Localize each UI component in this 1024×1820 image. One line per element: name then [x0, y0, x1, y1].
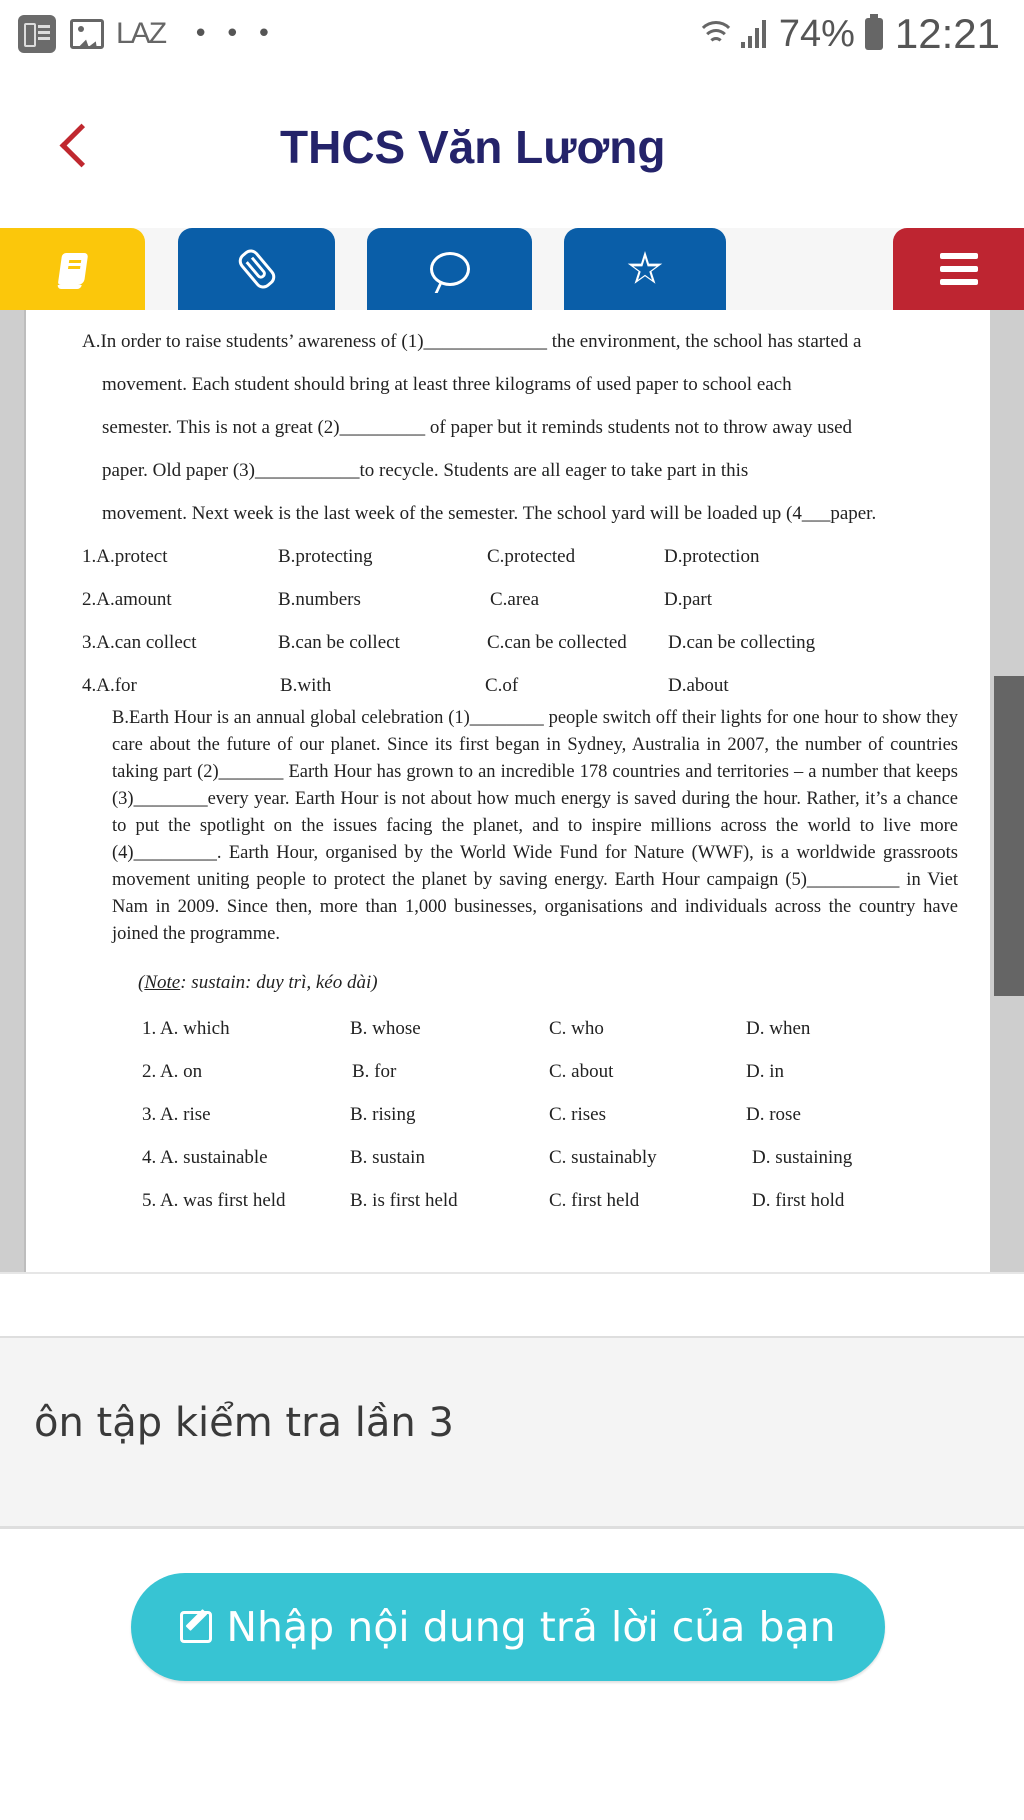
scrollbar-thumb[interactable]: [994, 676, 1024, 996]
enter-answer-label: Nhập nội dung trả lời của bạn: [226, 1603, 836, 1651]
tab-notes[interactable]: [0, 228, 145, 310]
option-a: 1. A. which: [142, 1018, 230, 1039]
passage-a-line: A.In order to raise students’ awareness of (1)_____________ the environment, the school has started a: [82, 331, 862, 352]
question-options-row: [82, 578, 962, 621]
option-d: D. first hold: [752, 1190, 845, 1211]
passage-a-options: [82, 535, 962, 707]
option-c: C.area: [490, 589, 540, 610]
document-scrollbar[interactable]: [992, 310, 1024, 1272]
edit-icon: [180, 1611, 212, 1643]
option-a: 3. A. rise: [142, 1104, 211, 1125]
option-b: B.numbers: [278, 589, 361, 610]
passage-b-options: [142, 1007, 942, 1222]
status-bar: [0, 0, 1024, 68]
speech-bubble-icon: [430, 252, 470, 286]
option-d: D.part: [664, 589, 713, 610]
hamburger-menu-icon: [940, 253, 978, 285]
option-d: D.protection: [664, 546, 760, 567]
option-a: 1.A.protect: [82, 546, 168, 567]
tab-attachments[interactable]: [178, 228, 335, 310]
note-open: (: [138, 972, 145, 993]
option-c: C. about: [549, 1061, 614, 1082]
app-header: [0, 68, 1024, 228]
passage-a-line: paper. Old paper (3)___________to recycle. Students are all eager to take part in this: [102, 460, 749, 481]
option-b: B. sustain: [350, 1147, 425, 1168]
option-c: C. sustainably: [549, 1147, 657, 1168]
option-d: D. in: [746, 1061, 784, 1082]
option-b: B.can be collect: [278, 632, 400, 653]
question-options-row: [142, 1050, 942, 1093]
option-b: B. rising: [350, 1104, 416, 1125]
option-a: 5. A. was first held: [142, 1190, 286, 1211]
option-d: D.can be collecting: [668, 632, 816, 653]
option-c: C.can be collected: [487, 632, 627, 653]
tab-bar: [0, 228, 1024, 310]
notebook-icon: [57, 253, 87, 285]
option-a: 4.A.for: [82, 675, 137, 696]
option-c: C. first held: [549, 1190, 640, 1211]
clock: 12:21: [894, 10, 1000, 57]
option-c: C. who: [549, 1018, 604, 1039]
paperclip-icon: [235, 246, 279, 292]
question-options-row: [142, 1093, 942, 1136]
divider: [0, 1272, 1024, 1338]
option-d: D. rose: [746, 1104, 801, 1125]
status-bar-notifications: [18, 14, 276, 54]
option-b: B.protecting: [278, 546, 373, 567]
enter-answer-button[interactable]: [131, 1573, 885, 1681]
question-options-row: [82, 664, 962, 707]
option-c: C. rises: [549, 1104, 606, 1125]
option-d: D.about: [668, 675, 729, 696]
passage-a-line: movement. Next week is the last week of the semester. The school yard will be loaded up (4___paper.: [102, 503, 877, 524]
status-bar-system: [697, 10, 1000, 58]
tab-favorite[interactable]: [564, 228, 726, 310]
document-viewer[interactable]: [0, 310, 1024, 1272]
page-title: THCS Văn Lương: [280, 121, 666, 173]
question-options-row: [82, 621, 962, 664]
question-options-row: [142, 1179, 942, 1222]
document-page: [24, 310, 990, 1272]
laz-notification-label: LAZ: [116, 17, 166, 50]
option-c: C.protected: [487, 546, 576, 567]
option-b: B. whose: [350, 1018, 421, 1039]
bao-moi-app-icon: [18, 15, 56, 53]
option-b: B. is first held: [350, 1190, 458, 1211]
option-b: B. for: [352, 1061, 397, 1082]
option-a: 3.A.can collect: [82, 632, 197, 653]
option-a: 4. A. sustainable: [142, 1147, 268, 1168]
tab-comments[interactable]: [367, 228, 532, 310]
cell-signal-icon: [741, 20, 769, 48]
note-text: : sustain: duy trì, kéo dài): [180, 972, 378, 993]
post-title-section: [0, 1336, 1024, 1529]
option-b: B.with: [280, 675, 332, 696]
star-icon: [627, 251, 663, 287]
vocabulary-note: [138, 972, 378, 994]
post-title: ôn tập kiểm tra lần 3: [34, 1400, 454, 1446]
passage-b-text: B.Earth Hour is an annual global celebration (1)________ people switch off their lights for one hour to show they care about the future of our planet. Since its first began in Sydney, Australia in 2007, the number of countries taking part (2)_______ Earth Hour has grown to an incredible 178 countries and territories – a number that keeps (3)________every year. Earth Hour is not about how much energy is saved during the hour. Rather, it’s a chance to put the spotlight on the issues facing the planet, and to inspire millions across the world to live more (4)_________. Earth Hour, organised by the World Wide Fund for Nature (WWF), is a worldwide grassroots movement uniting people to protect the planet by saving energy. Earth Hour campaign (5)__________ in Viet Nam in 2009. Since then, more than 1,000 businesses, organisations and individuals across the country have joined the programme.: [112, 708, 958, 944]
option-d: D. sustaining: [752, 1147, 853, 1168]
option-a: 2. A. on: [142, 1061, 203, 1082]
question-options-row: [142, 1136, 942, 1179]
note-label: Note: [144, 972, 181, 993]
tab-menu[interactable]: [893, 228, 1024, 310]
image-icon: [70, 19, 104, 49]
passage-a-line: movement. Each student should bring at least three kilograms of used paper to school each: [102, 374, 792, 395]
option-d: D. when: [746, 1018, 811, 1039]
option-a: 2.A.amount: [82, 589, 172, 610]
battery-icon: [865, 18, 883, 50]
battery-percent: 74%: [778, 12, 855, 55]
passage-a: [82, 320, 982, 535]
question-options-row: [142, 1007, 942, 1050]
more-notifications-icon: • • •: [193, 19, 276, 49]
back-button[interactable]: [52, 120, 92, 176]
wifi-icon: [697, 19, 735, 49]
question-options-row: [82, 535, 962, 578]
passage-b: [112, 705, 958, 948]
passage-a-line: semester. This is not a great (2)_________ of paper but it reminds students not to throw away used: [102, 417, 853, 438]
option-c: C.of: [485, 675, 519, 696]
